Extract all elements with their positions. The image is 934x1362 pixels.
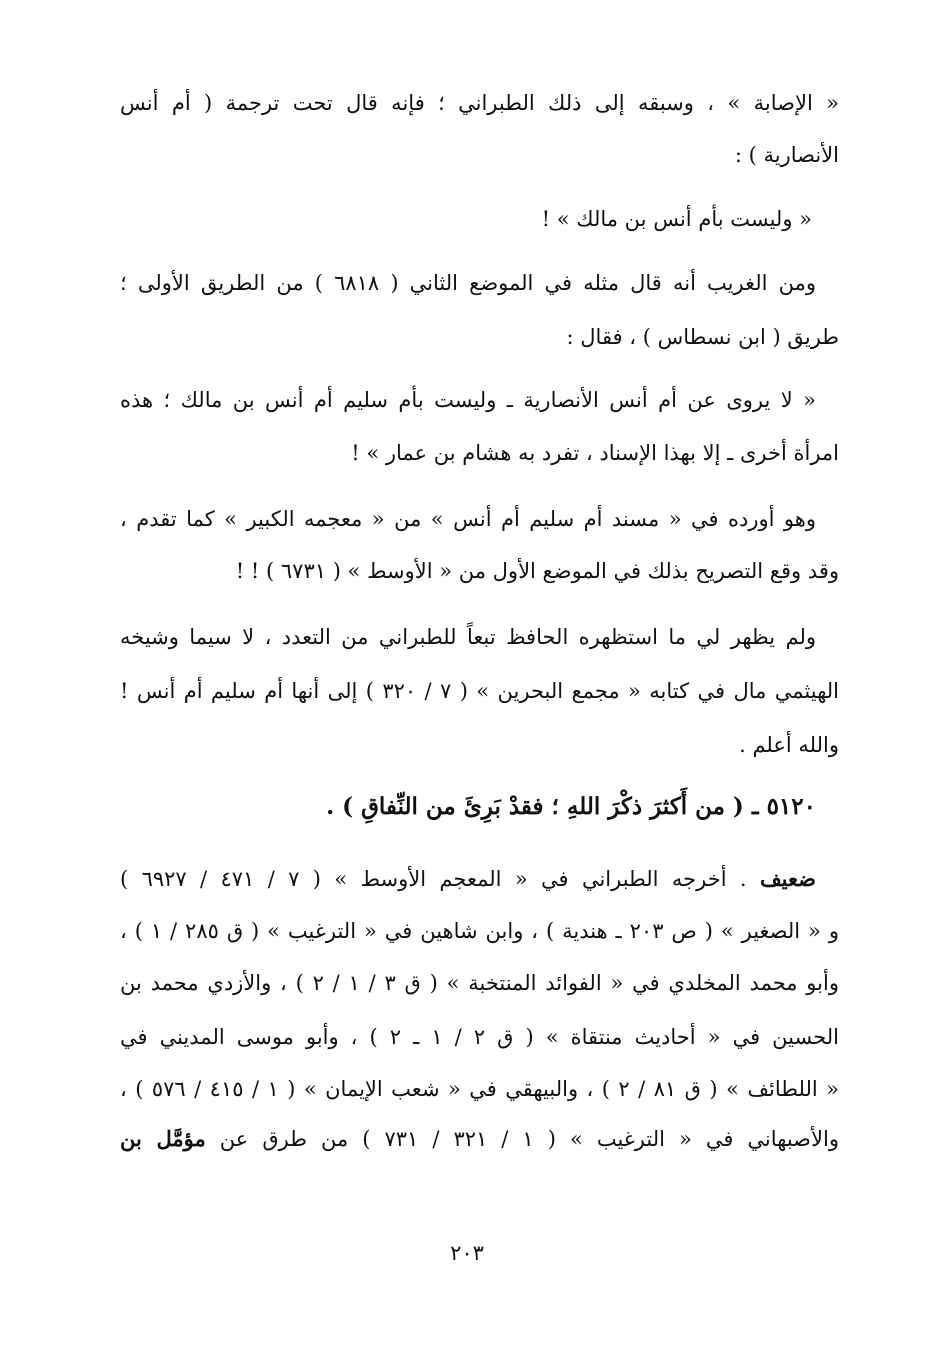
quote-line-3: امرأة أخرى ـ إلا بهذا الإسناد ، تفرد به هشام بن عمار » ! (351, 441, 839, 465)
narrator-name: مؤمَّل بن (120, 1126, 206, 1151)
text-line-2: الأنصارية ) : (734, 143, 839, 167)
text-line-8: وهو أورده في « مسند أم سليم أم أنس » من « معجمه الكبير » كما تقدم ، (120, 507, 816, 531)
text-line-14 (120, 864, 816, 894)
text-line-12: والله أعلم . (739, 733, 839, 757)
page-number: ٢٠٣ (450, 1241, 484, 1265)
text-line-19-rest: والأصبهاني في « الترغيب » ( ١ / ٣٢١ / ٧٣١ ) من طرق عن (205, 1127, 839, 1151)
text-line-11: الهيثمي مال في كتابه « مجمع البحرين » ( ٧ / ٣٢٠ ) إلى أنها أم سليم أم أنس ! (120, 679, 839, 703)
hadith-heading: ٥١٢٠ ـ ( من أَكثرَ ذكْرَ اللهِ ؛ فقدْ بَرِئَ من النِّفاقِ ) . (326, 793, 816, 820)
text-line-14-rest: . أخرجه الطبراني في « المعجم الأوسط » ( ٧ / ٤٧١ / ٦٩٢٧ ) (120, 867, 760, 891)
text-line-18: « اللطائف » ( ق ٨١ / ٢ ) ، والبيهقي في « شعب الإيمان » ( ١ / ٤١٥ / ٥٧٦ ) ، (120, 1077, 839, 1101)
quote-line-1: « وليست بأم أنس بن مالك » ! (541, 207, 812, 231)
grade-label: ضعيف (759, 866, 816, 891)
text-line-1: « الإصابة » ، وسبقه إلى ذلك الطبراني ؛ فإنه قال تحت ترجمة ( أم أنس (120, 91, 839, 115)
text-line-17: الحسين في « أحاديث منتقاة » ( ق ٢ / ١ ـ ٢ ) ، وأبو موسى المديني في (120, 1025, 840, 1049)
text-line-10: ولم يظهر لي ما استظهره الحافظ تبعاً للطبراني من التعدد ، لا سيما وشيخه (120, 625, 816, 649)
quote-line-2: « لا يروى عن أم أنس الأنصارية ـ وليست بأم سليم أم أنس بن مالك ؛ هذه (120, 388, 816, 412)
text-line-15: و « الصغير » ( ص ٢٠٣ ـ هندية ) ، وابن شاهين في « الترغيب » ( ق ٢٨٥ / ١ ) ، (120, 919, 839, 943)
text-line-9: وقد وقع التصريح بذلك في الموضع الأول من « الأوسط » ( ٦٧٣١ ) ! ! (235, 559, 839, 583)
text-line-19 (120, 1124, 839, 1154)
text-line-16: وأبو محمد المخلدي في « الفوائد المنتخبة » ( ق ٣ / ١ / ٢ ) ، والأزدي محمد بن (120, 971, 839, 995)
text-line-4: ومن الغريب أنه قال مثله في الموضع الثاني ( ٦٨١٨ ) من الطريق الأولى ؛ (120, 271, 816, 295)
text-line-5: طريق ( ابن نسطاس ) ، فقال : (566, 325, 839, 349)
